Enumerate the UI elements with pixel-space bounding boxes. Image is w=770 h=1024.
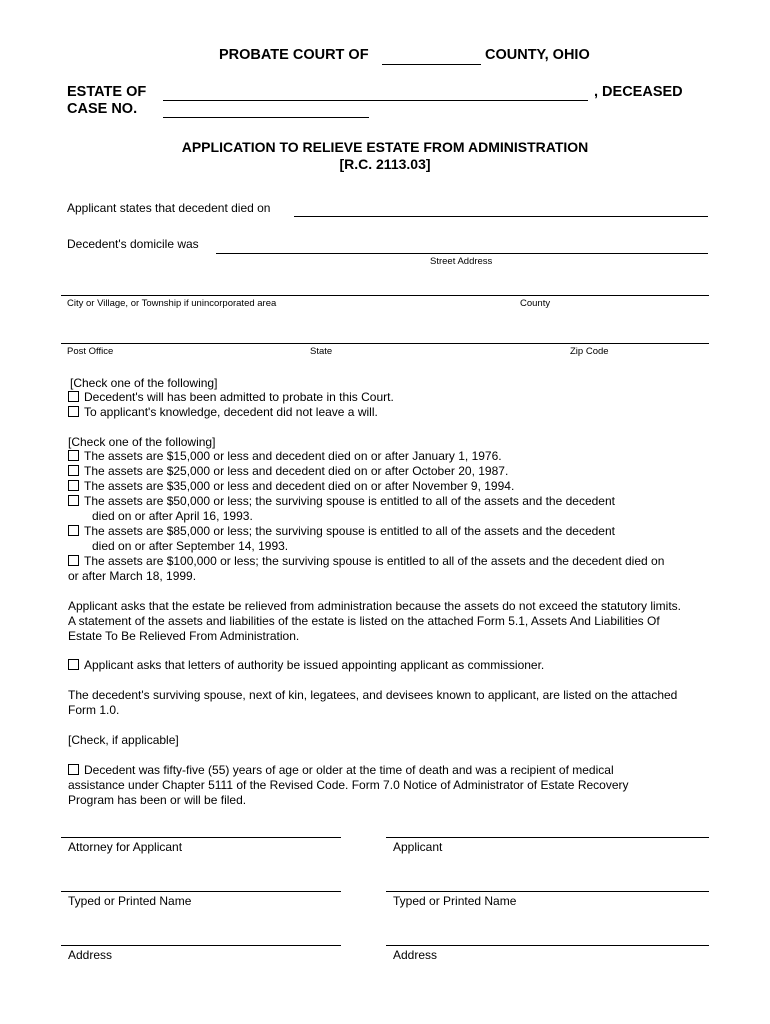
will-option-label: To applicant's knowledge, decedent did not leave a will.	[84, 405, 378, 419]
form-statute: [R.C. 2113.03]	[339, 156, 431, 172]
court-suffix: COUNTY, OHIO	[485, 47, 590, 63]
asset-option-continuation: died on or after April 16, 1993.	[92, 509, 253, 523]
asset-option-continuation: or after March 18, 1999.	[68, 569, 197, 583]
asset-option-label: The assets are $50,000 or less; the surviving spouse is entitled to all of the assets and the decedent	[84, 494, 615, 508]
no-will-checkbox[interactable]	[68, 406, 79, 417]
asset-option-row	[68, 494, 615, 509]
court-prefix: PROBATE COURT OF	[219, 47, 369, 63]
asset-option-continuation: died on or after September 14, 1993.	[92, 539, 289, 553]
will-admitted-checkbox[interactable]	[68, 391, 79, 402]
court-header	[219, 47, 369, 63]
signature-caption: Applicant	[393, 840, 443, 854]
signature-caption: Address	[68, 948, 113, 962]
signature-caption: Typed or Printed Name	[68, 894, 192, 908]
asset-35000-checkbox[interactable]	[68, 480, 79, 491]
domicile-label: Decedent's domicile was	[67, 237, 199, 251]
asset-15000-checkbox[interactable]	[68, 450, 79, 461]
zip-caption: Zip Code	[570, 346, 609, 357]
medical-assistance-row	[68, 763, 668, 808]
post-office-caption: Post Office	[67, 346, 114, 357]
asset-option-label: The assets are $15,000 or less and decedent died on or after January 1, 1976.	[84, 449, 502, 463]
check-if-applicable-label: [Check, if applicable]	[68, 733, 179, 747]
medical-assistance-checkbox[interactable]	[68, 764, 79, 775]
applicant-signature-line[interactable]	[386, 837, 709, 838]
asset-option-row	[68, 449, 502, 464]
street-address-line[interactable]	[216, 253, 708, 254]
asset-option-label: The assets are $85,000 or less; the surviving spouse is entitled to all of the assets and the decedent	[84, 524, 615, 538]
asset-100000-checkbox[interactable]	[68, 555, 79, 566]
post-office-line[interactable]	[61, 343, 709, 344]
attorney-name-line[interactable]	[61, 891, 341, 892]
asset-option-label: The assets are $100,000 or less; the surviving spouse is entitled to all of the assets and the decedent died on	[84, 554, 665, 568]
date-of-death-line[interactable]	[294, 216, 708, 217]
asset-85000-checkbox[interactable]	[68, 525, 79, 536]
will-option-row	[68, 390, 394, 405]
medical-assistance-label: Decedent was fifty-five (55) years of age or older at the time of death and was a recipient of medical assistance under Chapter 5111 of the Revised Code. Form 7.0 Notice of Administrator of Estate Recovery Program has been or will be filed.	[68, 763, 629, 807]
died-on-label: Applicant states that decedent died on	[67, 201, 271, 215]
applicant-name-line[interactable]	[386, 891, 709, 892]
street-address-caption: Street Address	[430, 256, 493, 267]
form-title: APPLICATION TO RELIEVE ESTATE FROM ADMINISTRATION	[181, 139, 589, 155]
estate-of-label: ESTATE OF	[67, 84, 147, 100]
will-section-heading: [Check one of the following]	[70, 376, 218, 390]
asset-25000-checkbox[interactable]	[68, 465, 79, 476]
relief-request-paragraph: Applicant asks that the estate be relieved from administration because the assets do not exceed the statutory limits. A statement of the assets and liabilities of the estate is listed on the attached Form 5.1, Assets And Liabilities Of Estate To Be Relieved From Administration.	[68, 599, 681, 643]
asset-option-row	[68, 464, 508, 479]
asset-option-row	[68, 554, 664, 569]
commissioner-checkbox[interactable]	[68, 659, 79, 670]
attorney-address-line[interactable]	[61, 945, 341, 946]
asset-option-label: The assets are $35,000 or less and decedent died on or after November 9, 1994.	[84, 479, 515, 493]
commissioner-label: Applicant asks that letters of authority be issued appointing applicant as commissioner.	[84, 658, 545, 672]
case-no-label: CASE NO.	[67, 101, 138, 117]
applicant-address-line[interactable]	[386, 945, 709, 946]
case-no-line[interactable]	[163, 117, 369, 118]
asset-option-label: The assets are $25,000 or less and decedent died on or after October 20, 1987.	[84, 464, 509, 478]
signature-caption: Typed or Printed Name	[393, 894, 517, 908]
city-caption: City or Village, or Township if unincorporated area	[67, 298, 277, 309]
deceased-label: , DECEASED	[594, 84, 683, 100]
will-option-label: Decedent's will has been admitted to probate in this Court.	[84, 390, 394, 404]
estate-name-line[interactable]	[163, 100, 588, 101]
assets-section-heading: [Check one of the following]	[68, 435, 216, 449]
county-blank-line[interactable]	[382, 64, 481, 65]
county-caption: County	[520, 298, 551, 309]
asset-option-row	[68, 524, 615, 539]
asset-50000-checkbox[interactable]	[68, 495, 79, 506]
state-caption: State	[310, 346, 333, 357]
city-county-line[interactable]	[61, 295, 709, 296]
signature-caption: Attorney for Applicant	[68, 840, 183, 854]
attorney-signature-line[interactable]	[61, 837, 341, 838]
will-option-row	[68, 405, 378, 420]
signature-caption: Address	[393, 948, 438, 962]
next-of-kin-paragraph: The decedent's surviving spouse, next of kin, legatees, and devisees known to applicant, are listed on the attached Form 1.0.	[68, 688, 678, 717]
asset-option-row	[68, 479, 514, 494]
commissioner-row	[68, 658, 544, 673]
